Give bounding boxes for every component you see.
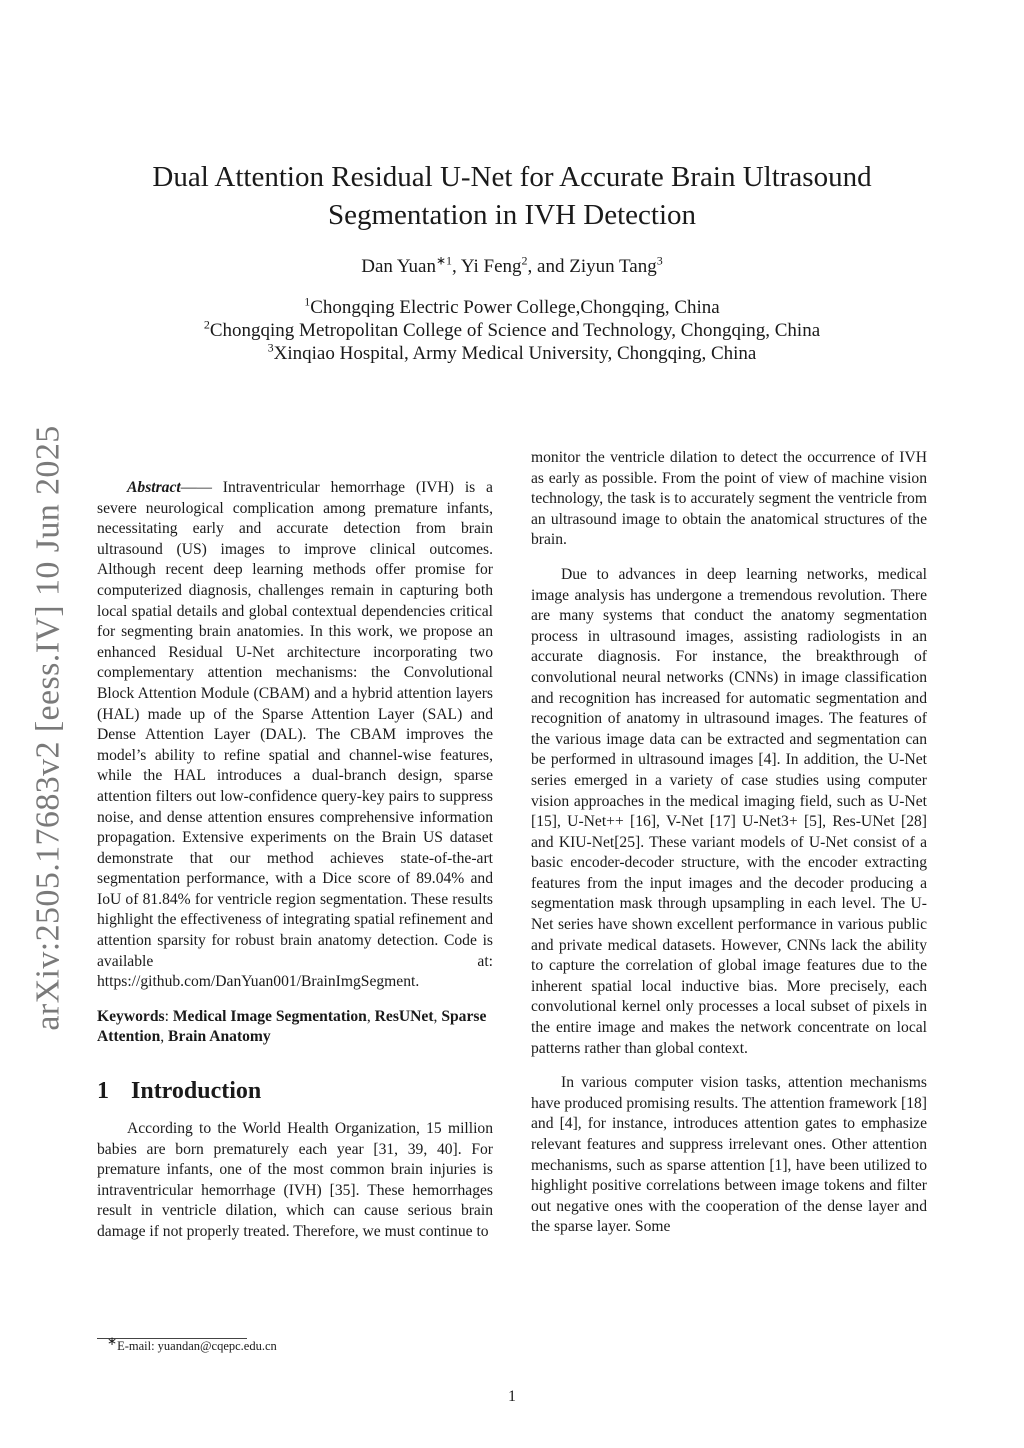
- keyword-separator: ,: [160, 1028, 169, 1046]
- affiliation-mark: 1: [304, 294, 311, 309]
- author-list: [100, 253, 924, 278]
- footnote: [107, 1333, 277, 1354]
- abstract: [97, 478, 493, 993]
- keywords: [97, 1007, 493, 1048]
- footnote-text: E-mail: yuandan@cqepc.edu.cn: [117, 1339, 277, 1353]
- keyword: Sparse Attention: [97, 1007, 487, 1046]
- affiliation-text: Chongqing Metropolitan College of Science and Technology, Chongqing, China: [209, 320, 821, 341]
- affiliation-2: [100, 319, 924, 342]
- keyword: Medical Image Segmentation: [172, 1007, 367, 1025]
- keyword: Brain Anatomy: [168, 1028, 271, 1046]
- affiliation-text: Xinqiao Hospital, Army Medical University, Chongqing, China: [273, 343, 757, 364]
- keywords-colon: :: [164, 1007, 173, 1025]
- footnote-mark: ∗: [107, 1333, 118, 1348]
- title-line-1: Dual Attention Residual U-Net for Accurate Brain Ultrasound: [152, 161, 872, 193]
- section-heading: [97, 1078, 493, 1105]
- section-title: Introduction: [131, 1078, 262, 1105]
- abstract-dash: ——: [180, 479, 223, 496]
- author-mark: 2: [521, 253, 528, 268]
- paper-title: [100, 158, 924, 234]
- intro-paragraph: According to the World Health Organization, 15 million babies are born prematurely each year [31, 39, 40]. For premature infants, one of the most common brain injuries is intraventricular hemorrhage (IVH) [35]. These hemorrhages result in ventricle dilation, which can cause serious brain damage if not properly treated. Therefore, we must continue to: [97, 1120, 493, 1240]
- section-number: 1: [97, 1078, 109, 1105]
- keyword: ResUNet: [374, 1007, 434, 1025]
- right-column: [531, 448, 927, 1238]
- keyword-separator: ,: [433, 1007, 442, 1025]
- affiliation-list: [100, 296, 924, 365]
- arxiv-identifier: [18, 418, 80, 1038]
- arxiv-identifier-text: arXiv:2505.17683v2 [eess.IV] 10 Jun 2025: [30, 425, 68, 1031]
- author-name: Ziyun Tang: [569, 256, 657, 277]
- affiliation-3: [100, 342, 924, 365]
- page-number: 1: [508, 1388, 516, 1405]
- left-column: [97, 478, 493, 1243]
- abstract-text: Intraventricular hemorrhage (IVH) is a severe neurological complication among premature infants, necessitating early and accurate detection from brain ultrasound (US) images to improve clinical outcomes. Although recent deep learning methods offer promise for computerized diagnosis, challenges remain in capturing both local spatial details and global contextual dependencies critical for segmenting brain anatomies. In this work, we propose an enhanced Residual U-Net architecture incorporating two complementary attention mechanisms: the Convolutional Block Attention Module (CBAM) and a hybrid attention layers (HAL) made up of the Sparse Attention Layer (SAL) and Dense Attention Layer (DAL). The CBAM improves the model’s ability to refine spatial and channel-wise features, while the HAL introduces a dual-branch design, sparse attention filters out low-confidence query-key pairs to suppress noise, and dense attention ensures comprehensive information propagation. Extensive experiments on the Brain US dataset demonstrate that our method achieves state-of-the-art segmentation performance, with a Dice score of 89.04% and IoU of 81.84% for ventricle region segmentation. These results highlight the effectiveness of integrating spatial refinement and attention sparsity for robust brain anatomy detection. Code is available at: https://github.com/DanYuan001/BrainImgSegment.: [97, 479, 493, 991]
- title-line-2: Segmentation in IVH Detection: [327, 199, 697, 231]
- author-name: Dan Yuan: [361, 256, 436, 277]
- author-separator: ,: [452, 256, 461, 277]
- author-mark: 3: [656, 253, 663, 268]
- affiliation-mark: 2: [203, 317, 210, 332]
- keyword-separator: ,: [366, 1007, 375, 1025]
- affiliation-text: Chongqing Electric Power College,Chongqing, China: [310, 297, 720, 318]
- paragraph: Due to advances in deep learning networks, medical image analysis has undergone a tremendous revolution. There are many systems that conduct the anatomy segmentation process in ultrasound images, assisting radiologists in an accurate diagnosis. For instance, the breakthrough of convolutional neural networks (CNNs) in image classification and recognition has increased for automatic segmentation and recognition of anatomy in ultrasound images. The features of the various image data can be extracted and segmentation can be performed in ultrasound images [4]. In addition, the U-Net series emerged in a variety of case studies using computer vision approaches in the medical imaging field, such as U-Net [15], U-Net++ [16], V-Net [17] U-Net3+ [5], Res-UNet [28] and KIU-Net[25]. These variant models of U-Net consist of a basic encoder-decoder structure, with the encoder extracting features from the input images and the decoder producing a segmentation mask through upsampling in each level. The U-Net series have shown excellent performance in various public and private medical datasets. However, CNNs lack the ability to capture the correlation of global image features due to the inherent spatial local inductive bias. More precisely, each convolutional kernel only processes a local subset of pixels in the entire image and makes the network concentrate on local patterns rather than global context.: [531, 565, 927, 1057]
- author-and: , and: [527, 256, 570, 277]
- paragraph-continued: monitor the ventricle dilation to detect the occurrence of IVH as early as possible. From the point of view of machine vision technology, the task is to accurately segment the ventricle from an ultrasound image to obtain the anatomical structures of the brain.: [531, 449, 927, 549]
- keywords-label: Keywords: [97, 1007, 165, 1025]
- affiliation-mark: 3: [267, 340, 274, 355]
- author-name: Yi Feng: [460, 256, 522, 277]
- paragraph: In various computer vision tasks, attention mechanisms have produced promising results. The attention framework [18] and [4], for instance, introduces attention gates to emphasize relevant features and suppress irrelevant ones. Other attention mechanisms, such as sparse attention [1], have been utilized to highlight positive correlations between image tokens and filter out negative ones with the cooperation of the dense layer and the sparse layer. Some: [531, 1074, 927, 1236]
- affiliation-1: [100, 296, 924, 319]
- abstract-label: Abstract: [127, 479, 181, 496]
- author-mark: ∗1: [435, 253, 453, 268]
